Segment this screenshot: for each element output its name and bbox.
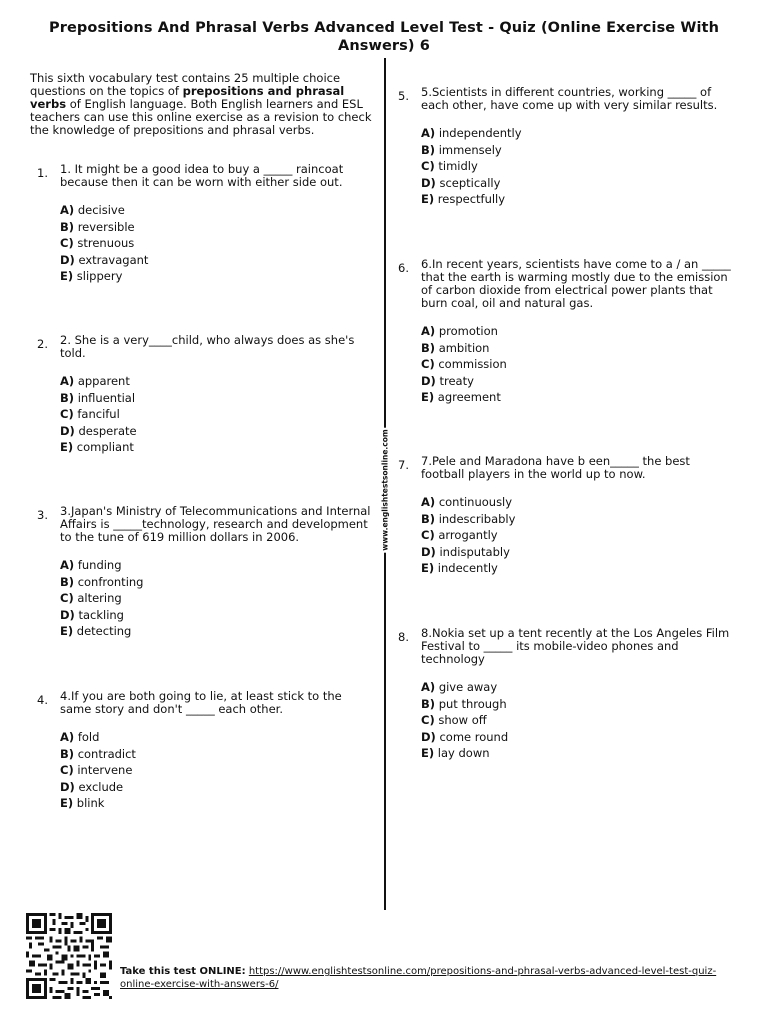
option-c[interactable] xyxy=(60,406,370,423)
option-letter: D) xyxy=(421,729,436,744)
option-letter: C) xyxy=(421,713,435,727)
option-d[interactable] xyxy=(421,729,731,746)
option-letter: D) xyxy=(421,373,436,388)
option-c[interactable] xyxy=(421,356,739,373)
footer-online-link xyxy=(120,965,720,991)
option-text: give away xyxy=(438,680,498,694)
question-text: 6.In recent years, scientists have come to a / an _____ that the earth is warming mostly due to the emission of carbon dioxide from electrical power plants that burn coal, oil and natural gas. xyxy=(421,257,731,310)
question-text: 5.Scientists in different countries, working _____ of each other, have come up with very similar results. xyxy=(421,85,718,112)
option-letter: A) xyxy=(421,126,436,140)
option-b[interactable] xyxy=(421,340,739,357)
option-text: put through xyxy=(438,696,507,711)
page-title: Prepositions And Phrasal Verbs Advanced Level Test - Quiz (Online Exercise With Answers) 6 xyxy=(48,20,720,54)
question-4 xyxy=(37,689,360,812)
option-letter: E) xyxy=(421,192,435,206)
question-7 xyxy=(398,454,721,577)
options-list xyxy=(60,729,360,812)
option-e[interactable] xyxy=(60,623,380,640)
option-letter: C) xyxy=(421,528,435,542)
option-letter: E) xyxy=(421,390,435,404)
intro-text-1: This sixth vocabulary test contains 25 multiple choice questions on the topics of xyxy=(30,71,341,98)
option-c[interactable] xyxy=(60,762,360,779)
option-a[interactable] xyxy=(60,373,370,390)
option-d[interactable] xyxy=(60,607,380,624)
option-letter: C) xyxy=(421,159,435,173)
option-text: intervene xyxy=(77,763,133,777)
option-text: timidly xyxy=(438,159,478,173)
option-text: contradict xyxy=(77,746,136,761)
option-text: tackling xyxy=(78,607,124,622)
question-number: 2. xyxy=(37,337,48,351)
option-d[interactable] xyxy=(421,373,739,390)
options-list xyxy=(60,202,370,285)
option-letter: D) xyxy=(60,423,75,438)
options-list xyxy=(60,373,370,456)
options-list xyxy=(421,679,731,762)
option-letter: B) xyxy=(421,511,436,526)
option-b[interactable] xyxy=(60,219,370,236)
question-number: 8. xyxy=(398,630,409,644)
option-b[interactable] xyxy=(60,574,380,591)
question-number: 3. xyxy=(37,508,48,522)
option-a[interactable] xyxy=(421,125,731,142)
option-text: extravagant xyxy=(78,252,149,267)
option-text: decisive xyxy=(77,203,125,217)
option-a[interactable] xyxy=(421,679,731,696)
option-d[interactable] xyxy=(421,544,721,561)
option-letter: B) xyxy=(421,340,436,355)
option-letter: D) xyxy=(60,607,75,622)
option-text: agreement xyxy=(437,390,501,404)
option-text: altering xyxy=(77,591,122,605)
intro-text-2: of English language. Both English learners and ESL teachers can use this online exercise as a revision to check the knowledge of prepositions and phrasal verbs. xyxy=(30,97,372,137)
option-text: independently xyxy=(438,126,522,140)
option-letter: A) xyxy=(421,680,436,694)
option-text: continuously xyxy=(438,495,513,509)
option-e[interactable] xyxy=(60,439,370,456)
option-text: apparent xyxy=(77,374,130,388)
question-5 xyxy=(398,85,731,208)
option-letter: A) xyxy=(60,730,75,744)
option-a[interactable] xyxy=(421,494,721,511)
option-text: reversible xyxy=(77,219,135,234)
option-c[interactable] xyxy=(421,712,731,729)
option-text: indescribably xyxy=(438,511,516,526)
option-c[interactable] xyxy=(421,527,721,544)
option-c[interactable] xyxy=(60,590,380,607)
option-c[interactable] xyxy=(60,235,370,252)
option-letter: C) xyxy=(60,591,74,605)
question-number: 6. xyxy=(398,261,409,275)
option-c[interactable] xyxy=(421,158,731,175)
option-text: arrogantly xyxy=(438,528,498,542)
question-number: 1. xyxy=(37,166,48,180)
option-b[interactable] xyxy=(421,142,731,159)
intro-paragraph xyxy=(30,72,382,137)
option-letter: C) xyxy=(421,357,435,371)
option-a[interactable] xyxy=(60,729,360,746)
footer-label: Take this test ONLINE: xyxy=(120,966,246,977)
option-text: indecently xyxy=(437,561,498,575)
option-text: funding xyxy=(77,558,122,572)
option-letter: C) xyxy=(60,236,74,250)
question-3 xyxy=(37,504,380,640)
option-a[interactable] xyxy=(60,202,370,219)
option-b[interactable] xyxy=(60,390,370,407)
option-e[interactable] xyxy=(421,560,721,577)
option-text: immensely xyxy=(438,142,502,157)
option-d[interactable] xyxy=(60,252,370,269)
option-text: commission xyxy=(438,357,507,371)
option-letter: A) xyxy=(60,203,75,217)
options-list xyxy=(421,323,739,406)
option-text: ambition xyxy=(438,340,490,355)
option-d[interactable] xyxy=(60,423,370,440)
option-text: blink xyxy=(76,796,105,810)
option-text: show off xyxy=(438,713,487,727)
option-e[interactable] xyxy=(421,191,731,208)
options-list xyxy=(421,125,731,208)
option-letter: D) xyxy=(421,175,436,190)
option-d[interactable] xyxy=(421,175,731,192)
options-list xyxy=(421,494,721,577)
option-letter: B) xyxy=(60,574,75,589)
option-text: detecting xyxy=(76,624,132,638)
footer-url-link[interactable]: https://www.englishtestsonline.com/prepositions-and-phrasal-verbs-advanced-level-test-quiz-online-exercise-with-answers-6/ xyxy=(120,966,717,990)
option-letter: E) xyxy=(60,796,74,810)
question-1 xyxy=(37,162,370,285)
option-text: desperate xyxy=(78,423,137,438)
option-text: fold xyxy=(77,730,100,744)
options-list xyxy=(60,557,380,640)
option-text: fanciful xyxy=(77,407,120,421)
option-text: strenuous xyxy=(77,236,135,250)
option-text: slippery xyxy=(76,269,123,283)
question-text: 8.Nokia set up a tent recently at the Los Angeles Film Festival to _____ its mobile-video phones and technology xyxy=(421,626,730,666)
question-text: 7.Pele and Maradona have b een_____ the best football players in the world up to now. xyxy=(421,454,690,481)
option-text: respectfully xyxy=(437,192,506,206)
option-b[interactable] xyxy=(60,746,360,763)
question-2 xyxy=(37,333,370,456)
option-letter: D) xyxy=(421,544,436,559)
qr-code-icon[interactable] xyxy=(25,913,113,999)
option-text: come round xyxy=(439,729,509,744)
option-letter: C) xyxy=(60,763,74,777)
option-text: compliant xyxy=(76,440,134,454)
option-letter: B) xyxy=(421,142,436,157)
option-letter: A) xyxy=(421,495,436,509)
option-letter: A) xyxy=(60,558,75,572)
option-text: confronting xyxy=(77,574,144,589)
option-letter: D) xyxy=(60,252,75,267)
option-a[interactable] xyxy=(421,323,739,340)
option-d[interactable] xyxy=(60,779,360,796)
option-letter: B) xyxy=(60,746,75,761)
option-e[interactable] xyxy=(60,795,360,812)
option-letter: E) xyxy=(421,561,435,575)
option-text: indisputably xyxy=(439,544,510,559)
question-number: 5. xyxy=(398,89,409,103)
option-b[interactable] xyxy=(421,696,731,713)
option-letter: B) xyxy=(60,390,75,405)
question-text: 2. She is a very____child, who always does as she's told. xyxy=(60,333,355,360)
option-text: treaty xyxy=(439,373,474,388)
option-letter: E) xyxy=(60,440,74,454)
option-letter: D) xyxy=(60,779,75,794)
option-text: influential xyxy=(77,390,136,405)
question-number: 4. xyxy=(37,693,48,707)
question-6 xyxy=(398,257,739,406)
question-text: 3.Japan's Ministry of Telecommunications and Internal Affairs is _____technology, research and development to the tune of 619 million dollars in 2006. xyxy=(60,504,371,544)
option-letter: B) xyxy=(421,696,436,711)
option-letter: C) xyxy=(60,407,74,421)
option-text: sceptically xyxy=(439,175,501,190)
option-e[interactable] xyxy=(421,745,731,762)
option-letter: E) xyxy=(421,746,435,760)
intro-bold-topic: prepositions and phrasal verbs xyxy=(30,84,345,111)
watermark-text: www.englishtestsonline.com xyxy=(380,429,390,551)
option-letter: E) xyxy=(60,269,74,283)
option-letter: A) xyxy=(60,374,75,388)
option-e[interactable] xyxy=(421,389,739,406)
option-text: exclude xyxy=(78,779,124,794)
option-letter: E) xyxy=(60,624,74,638)
question-8 xyxy=(398,626,731,762)
option-text: promotion xyxy=(438,324,498,338)
option-letter: B) xyxy=(60,219,75,234)
question-text: 4.If you are both going to lie, at least stick to the same story and don't _____ each other. xyxy=(60,689,342,716)
option-e[interactable] xyxy=(60,268,370,285)
question-number: 7. xyxy=(398,458,409,472)
question-text: 1. It might be a good idea to buy a _____ raincoat because then it can be worn with either side out. xyxy=(60,162,344,189)
option-text: lay down xyxy=(437,746,490,760)
option-letter: A) xyxy=(421,324,436,338)
option-a[interactable] xyxy=(60,557,380,574)
option-b[interactable] xyxy=(421,511,721,528)
